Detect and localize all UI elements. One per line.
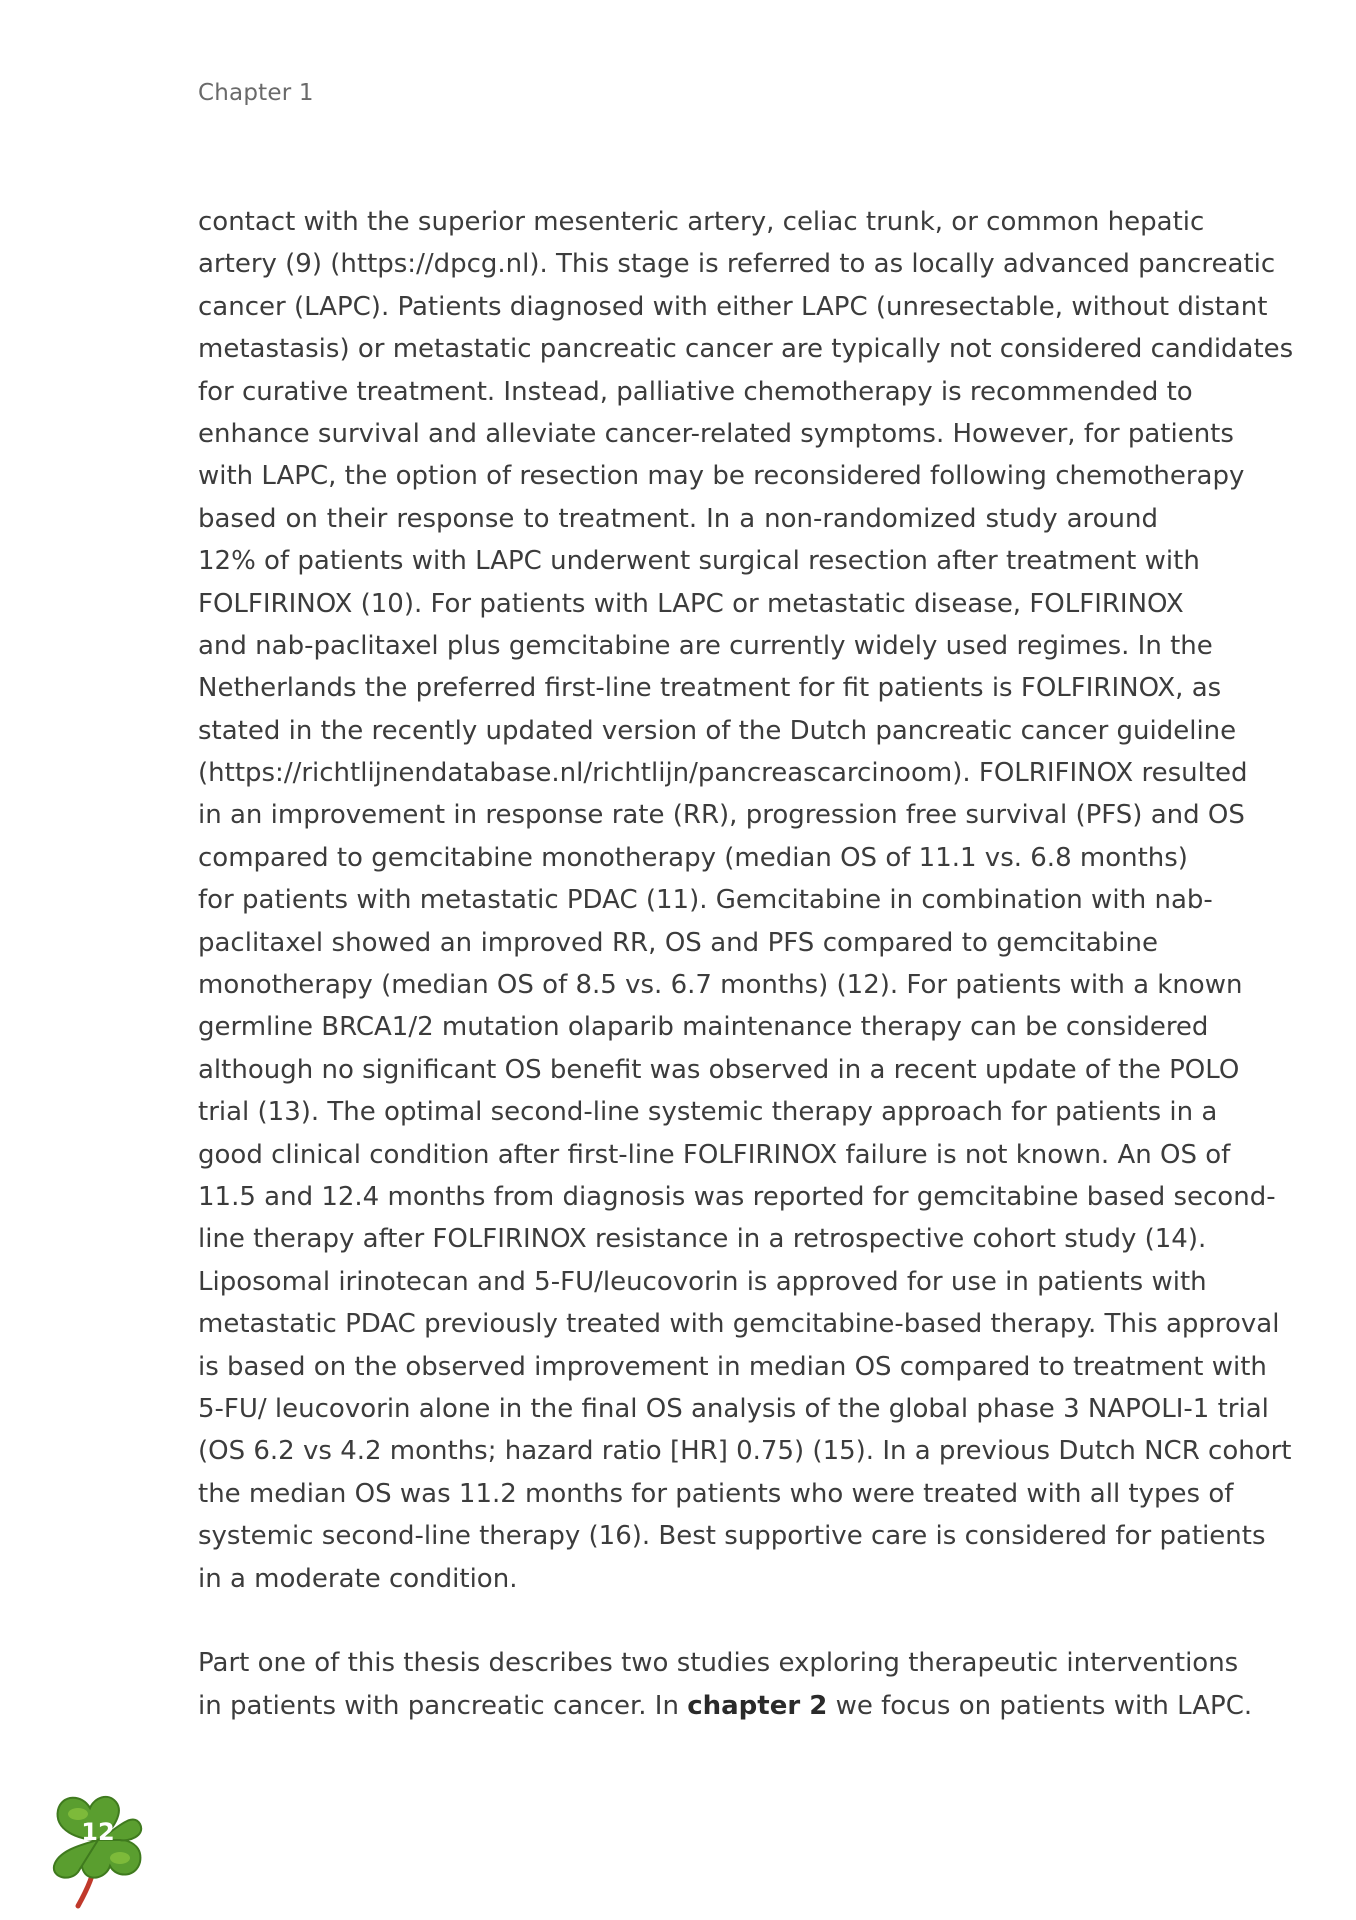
text-line: artery (9) (https://dpcg.nl). This stage is referred to as locally advanced pancreatic (198, 249, 1276, 280)
page-number-badge (48, 1790, 148, 1910)
text-line: paclitaxel showed an improved RR, OS and PFS compared to gemcitabine (198, 927, 1158, 958)
four-leaf-clover-icon (48, 1790, 148, 1910)
text-line: Netherlands the preferred first-line treatment for fit patients is FOLFIRINOX, as (198, 673, 1222, 704)
paragraph-gap (198, 1600, 1158, 1642)
text-line: and nab-paclitaxel plus gemcitabine are currently widely used regimes. In the (198, 630, 1213, 661)
text-line: compared to gemcitabine monotherapy (median OS of 11.1 vs. 6.8 months) (198, 842, 1188, 873)
text-line: cancer (LAPC). Patients diagnosed with either LAPC (unresectable, without distant (198, 291, 1268, 322)
chapter-reference: chapter 2 (687, 1690, 828, 1721)
body-text (198, 201, 1294, 1727)
text-line: for curative treatment. Instead, palliative chemotherapy is recommended to (198, 376, 1193, 407)
text-line (198, 1685, 1253, 1727)
text-line: is based on the observed improvement in median OS compared to treatment with (198, 1351, 1267, 1382)
text-line: germline BRCA1/2 mutation olaparib maintenance therapy can be considered (198, 1012, 1209, 1043)
text-run: in patients with pancreatic cancer. In (198, 1690, 688, 1721)
text-line: stated in the recently updated version of the Dutch pancreatic cancer guideline (198, 715, 1237, 746)
text-line: the median OS was 11.2 months for patients who were treated with all types of (198, 1478, 1234, 1509)
text-line: monotherapy (median OS of 8.5 vs. 6.7 months) (12). For patients with a known (198, 970, 1243, 1001)
text-line: metastasis) or metastatic pancreatic cancer are typically not considered candidates (198, 334, 1294, 365)
text-line: in an improvement in response rate (RR), progression free survival (PFS) and OS (198, 800, 1245, 831)
running-head: Chapter 1 (198, 80, 314, 106)
text-line: (OS 6.2 vs 4.2 months; hazard ratio [HR] 0.75) (15). In a previous Dutch NCR cohort (198, 1436, 1292, 1467)
text-line: Liposomal irinotecan and 5-FU/leucovorin is approved for use in patients with (198, 1266, 1207, 1297)
text-line: 5-FU/ leucovorin alone in the final OS analysis of the global phase 3 NAPOLI-1 trial (198, 1393, 1269, 1424)
text-run: we focus on patients with LAPC. (827, 1690, 1253, 1721)
text-line: systemic second-line therapy (16). Best supportive care is considered for patients (198, 1521, 1266, 1552)
text-line: for patients with metastatic PDAC (11). Gemcitabine in combination with nab- (198, 885, 1213, 916)
text-line: in a moderate condition. (198, 1563, 518, 1594)
text-line: good clinical condition after first-line FOLFIRINOX failure is not known. An OS of (198, 1139, 1231, 1170)
text-line: with LAPC, the option of resection may be reconsidered following chemotherapy (198, 461, 1245, 492)
text-line: 11.5 and 12.4 months from diagnosis was reported for gemcitabine based second- (198, 1181, 1276, 1212)
text-line: (https://richtlijnendatabase.nl/richtlijn/pancreascarcinoom). FOLRIFINOX resulted (198, 758, 1248, 789)
text-line: Part one of this thesis describes two studies exploring therapeutic interventions (198, 1648, 1239, 1679)
text-line: enhance survival and alleviate cancer-related symptoms. However, for patients (198, 418, 1234, 449)
page-number: 12 (81, 1818, 115, 1846)
text-line: 12% of patients with LAPC underwent surgical resection after treatment with (198, 546, 1200, 577)
text-line: trial (13). The optimal second-line systemic therapy approach for patients in a (198, 1097, 1218, 1128)
text-line: contact with the superior mesenteric artery, celiac trunk, or common hepatic (198, 207, 1205, 237)
text-line: based on their response to treatment. In a non-randomized study around (198, 503, 1158, 534)
paragraph-1 (198, 201, 1294, 1600)
text-line: FOLFIRINOX (10). For patients with LAPC or metastatic disease, FOLFIRINOX (198, 588, 1184, 619)
text-line: although no significant OS benefit was observed in a recent update of the POLO (198, 1054, 1240, 1085)
text-line: line therapy after FOLFIRINOX resistance in a retrospective cohort study (14). (198, 1224, 1207, 1255)
paragraph-2 (198, 1642, 1253, 1727)
text-line: metastatic PDAC previously treated with gemcitabine-based therapy. This approval (198, 1309, 1280, 1340)
